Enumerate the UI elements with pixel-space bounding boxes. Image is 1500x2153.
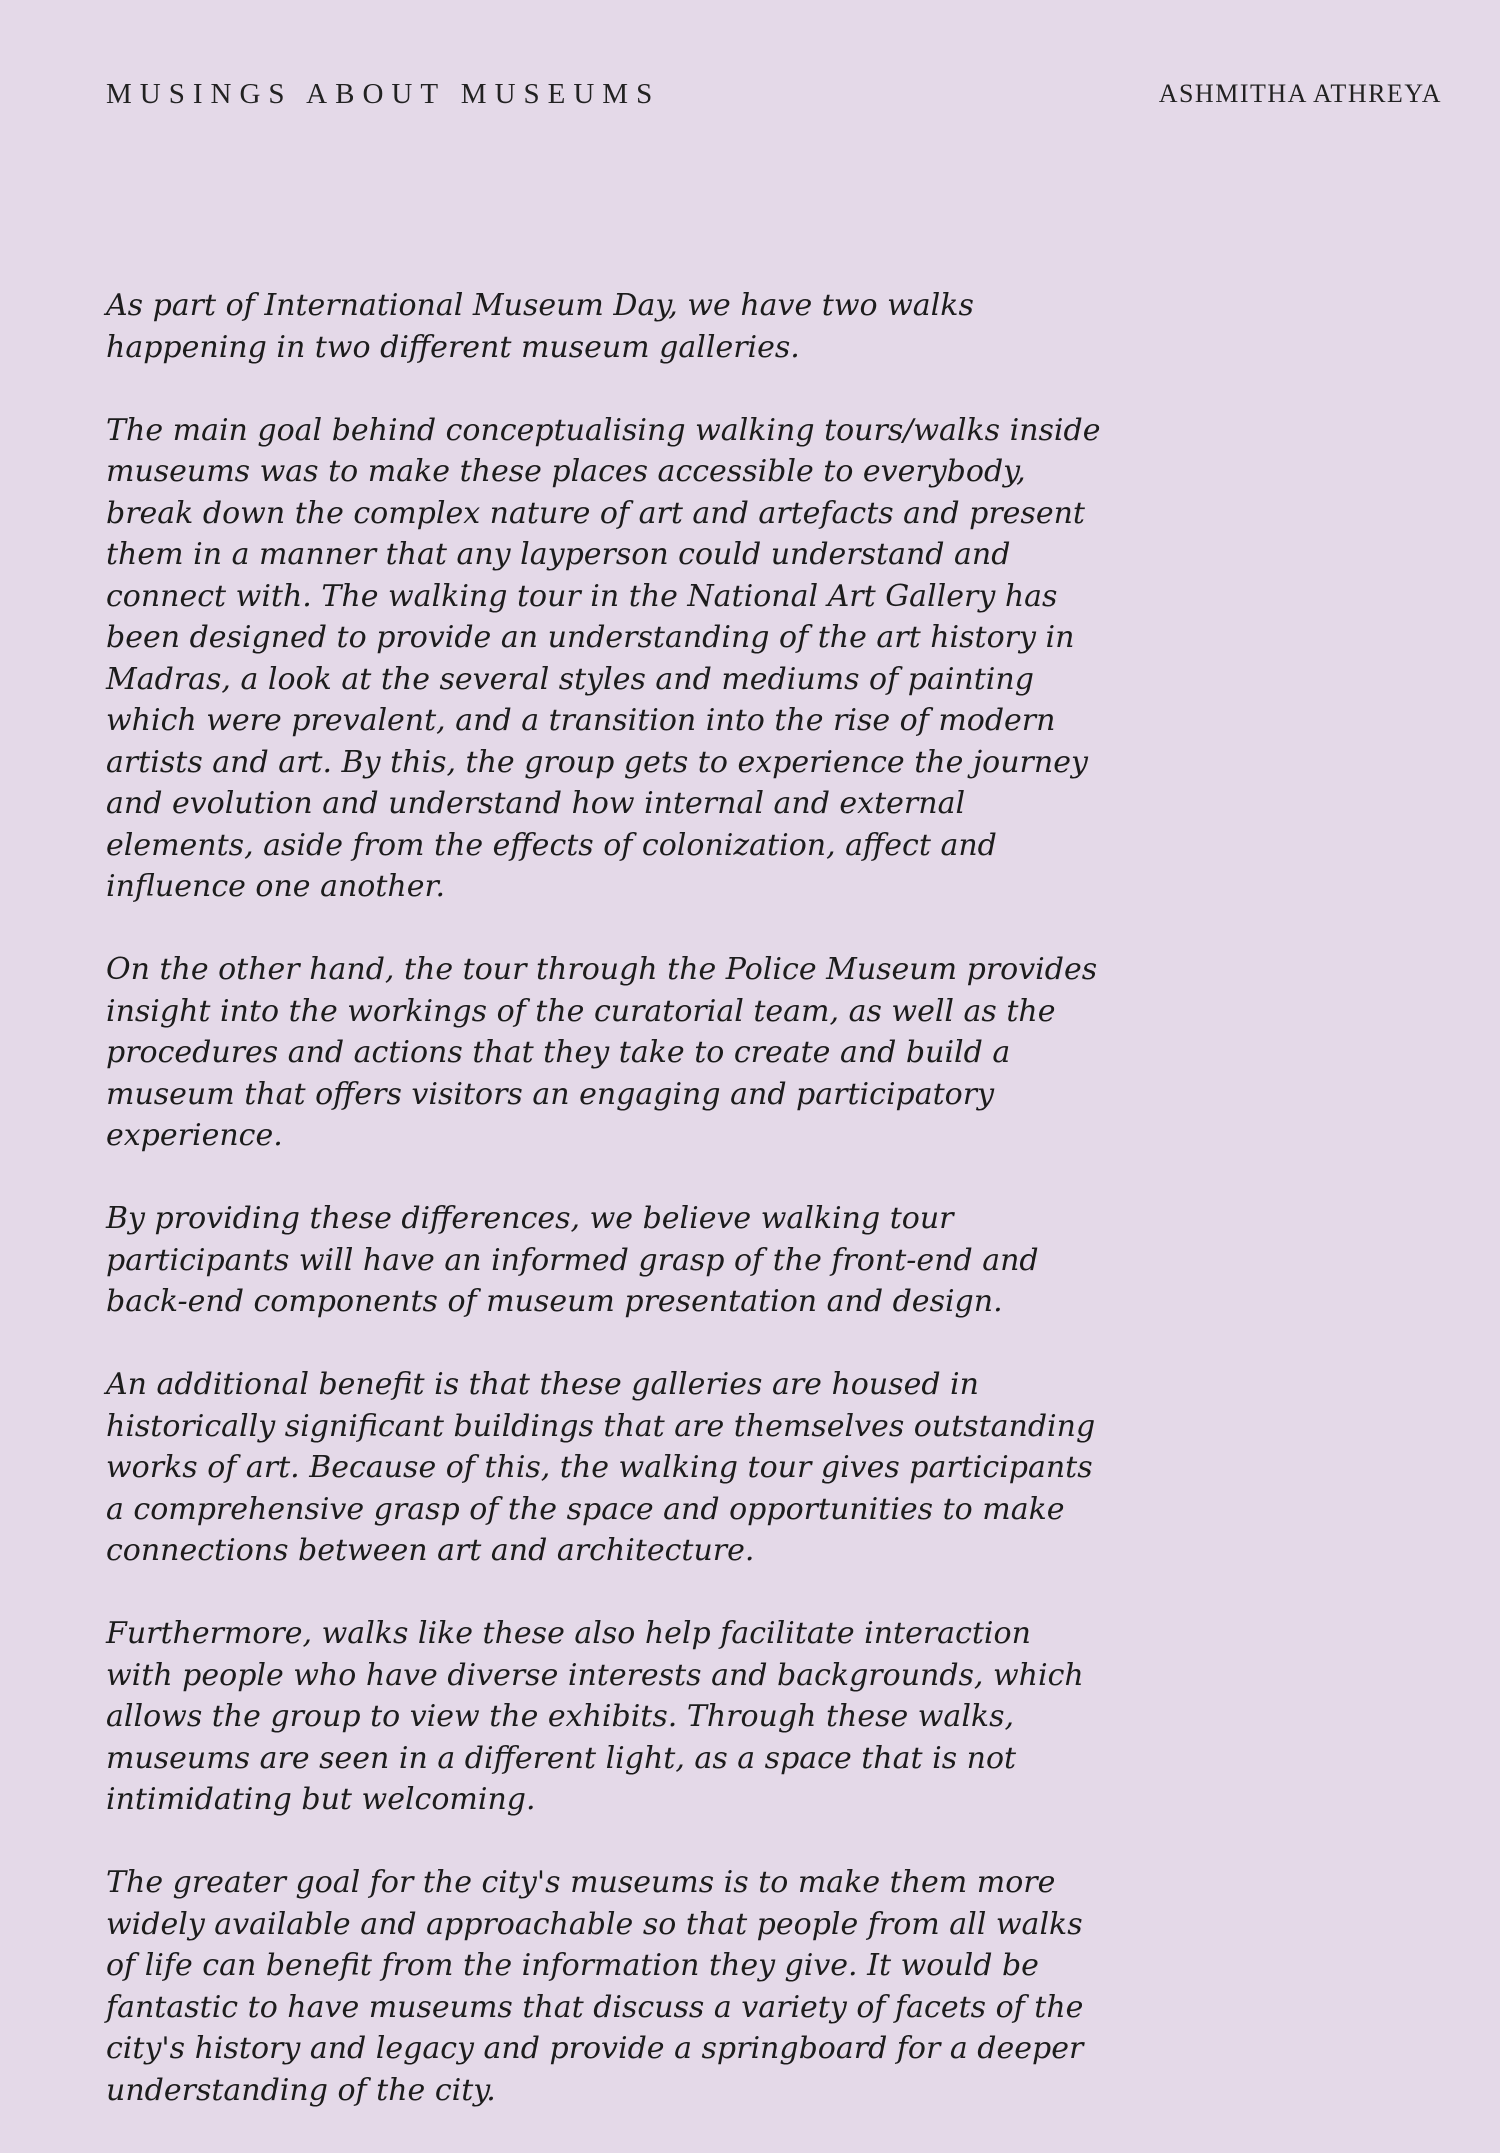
paragraph-1: As part of International Museum Day, we have two walks happening in two different museum galleries. xyxy=(106,288,974,365)
author-name: ASHMITHA ATHREYA xyxy=(1158,79,1442,108)
paragraph-2: The main goal behind conceptualising walking tours/walks inside museums was to make these places accessible to everybody, break down the complex nature of art and artefacts and present them in a manner that any layperson could understand and connect with. The walking tour in the National Art Gallery has been designed to provide an understanding of the art history in Madras, a look at the several styles and mediums of painting which were prevalent, and a transition into the rise of modern artists and art. By this, the group gets to experience the journey and evolution and understand how internal and external elements, aside from the effects of colonization, affect and influence one another. xyxy=(106,412,1101,904)
series-title: MUSINGS ABOUT MUSEUMS xyxy=(106,77,661,110)
article-body xyxy=(106,285,1106,2153)
paragraph-6: Furthermore, walks like these also help facilitate interaction with people who have diverse interests and backgrounds, which allows the group to view the exhibits. Through these walks, museums are seen in a different light, as a space that is not intimidating but welcoming. xyxy=(106,1616,1084,1817)
page-header xyxy=(106,74,1442,114)
paragraph-4: By providing these differences, we believe walking tour participants will have an informed grasp of the front-end and back-end components of museum presentation and design. xyxy=(106,1201,1039,1319)
paragraph-5: An additional benefit is that these galleries are housed in historically significant buildings that are themselves outstanding works of art. Because of this, the walking tour gives participants a comprehensive grasp of the space and opportunities to make connections between art and architecture. xyxy=(106,1367,1096,1568)
paragraph-7: The greater goal for the city's museums is to make them more widely available and approachable so that people from all walks of life can benefit from the information they give. It would be fantastic to have museums that discuss a variety of facets of the city's history and legacy and provide a springboard for a deeper understanding of the city. xyxy=(106,1865,1084,2108)
paragraph-3: On the other hand, the tour through the Police Museum provides insight into the workings of the curatorial team, as well as the procedures and actions that they take to create and build a museum that offers visitors an engaging and participatory experience. xyxy=(106,952,1098,1153)
